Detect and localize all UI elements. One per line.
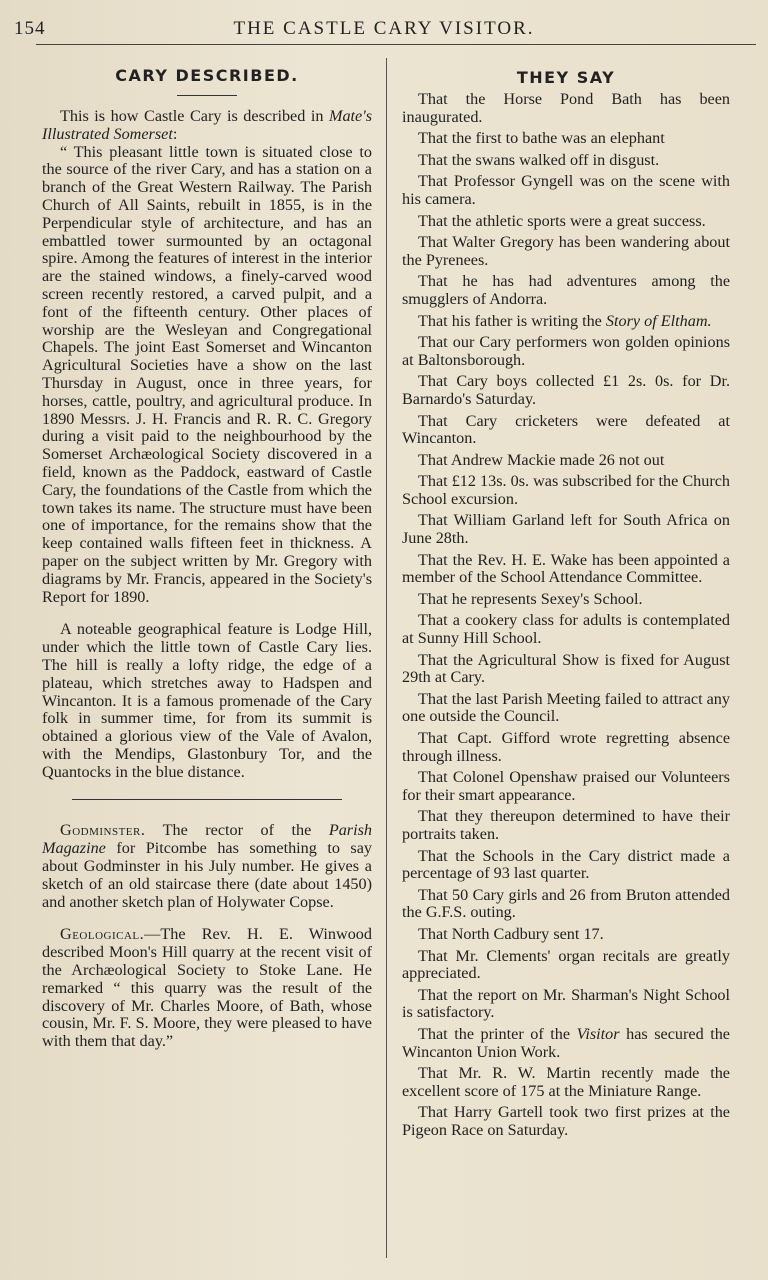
list-item: That £12 13s. 0s. was subscribed for the Church School excursion. <box>402 472 731 508</box>
column-divider <box>386 58 387 1258</box>
they-say-heading: THEY SAY <box>516 68 616 87</box>
section-rule <box>72 799 342 800</box>
list-item: That the report on Mr. Sharman's Night School is satisfactory. <box>402 985 730 1022</box>
list-item: That the swans walked off in disgust. <box>418 150 660 169</box>
intro-paragraph: This is how Castle Cary is described in Mate's Illustrated Somerset: <box>42 107 373 143</box>
description-paragraph-1: “ This pleasant little town is situated close to the source of the river Cary, and has a station on a branch of the Great Western Railway. The Parish Church of All Saints, rebuilt in 1855, is in the Perpendicular style of architecture, and has an embattled tower surmounted by an octagonal spire. Among the features of interest in the interior are the stained windows, a finely-carved wood screen recently restored, a carved pulpit, and a font of the fifteenth century. Other places of worship are the Wesleyan and Congregational Chapels. The joint East Somerset and Wincanton Agricultural Societies have a show on the last Thursday in August, once in three years, for horses, cattle, poultry, and agricultural produce. In 1890 Messrs. J. H. Francis and R. R. C. Gregory during a visit paid to the neighbourhood by the Somerset Archæological Society discovered in a field, known as the Paddock, eastward of Castle Cary, the foundations of the Castle from which the town takes its name. The structure must have been one of importance, for the remains show that the keep contained walls fifteen feet in thickness. A paper on the subject written by Mr. Gregory with diagrams by Mr. Francis, appeared in the Society's Report for 1890. <box>42 142 372 606</box>
page-header <box>14 16 754 40</box>
geological-paragraph: Geological.—The Rev. H. E. Winwood described Moon's Hill quarry at the recent visit of the Archæological Society to Stoke Lane. He remarked “ this quarry was the result of the discovery of Mr. Charles Moore, of Bath, whose cousin, Mr. F. S. Moore, they were pleased to have with them that day.” <box>42 925 372 1051</box>
page-number: 154 <box>14 18 46 39</box>
list-item: That they thereupon determined to have their portraits taken. <box>402 807 730 843</box>
list-item: That the first to bathe was an elephant <box>418 129 665 148</box>
header-rule <box>36 44 756 45</box>
book-title: Story of Eltham. <box>605 311 712 330</box>
heading-rule <box>177 95 237 96</box>
list-item: That Mr. R. W. Martin recently made the excellent score of 175 at the Miniature Range. <box>402 1064 730 1100</box>
description-paragraph-2: A noteable geographical feature is Lodge Hill, under which the little town of Castle Cary lies. The hill is really a lofty ridge, the edge of a plateau, which stretches away to Hadspen and Wincanton. It is a famous promenade of the Cary folk in summer time, for from its summit is obtained a glorious view of the Vale of Avalon, with the Mendips, Glastonbury Tor, and the Quantocks in the blue distance. <box>42 620 372 781</box>
list-item: That Cary cricketers were defeated at Wincanton. <box>402 411 730 448</box>
list-item: That the Agricultural Show is fixed for August 29th at Cary. <box>402 650 730 687</box>
list-item: That the Horse Pond Bath has been inaugurated. <box>402 90 730 126</box>
list-item: That 50 Cary girls and 26 from Bruton attended the G.F.S. outing. <box>402 885 730 922</box>
visitor-title: Visitor <box>576 1024 620 1043</box>
cary-described-heading: CARY DESCRIBED. <box>115 66 299 85</box>
list-item: That the Schools in the Cary district made a percentage of 93 last quarter. <box>402 846 730 883</box>
list-item: That North Cadbury sent 17. <box>418 924 604 943</box>
parish-magazine-title: Parish Magazine <box>42 821 373 858</box>
list-item: That the Rev. H. E. Wake has been appointed a member of the School Attendance Committee. <box>402 550 730 587</box>
list-item: That Walter Gregory has been wandering about the Pyrenees. <box>402 233 730 269</box>
left-column <box>42 60 372 1051</box>
list-item: That William Garland left for South Africa on June 28th. <box>402 511 730 548</box>
list-item: That his father is writing the Story of Eltham. <box>418 311 712 330</box>
geological-label: Geological. <box>60 925 145 944</box>
list-item: That he represents Sexey's School. <box>418 589 643 608</box>
list-item: That he has had adventures among the smugglers of Andorra. <box>402 272 730 308</box>
godminster-paragraph: Godminster. The rector of the Parish Magazine for Pitcombe has something to say about Godminster in his July number. He gives a sketch of an old staircase there (date about 1450) and another sketch plan of Holywater Copse. <box>42 821 373 911</box>
running-title: THE CASTLE CARY VISITOR. <box>233 18 535 39</box>
list-item: That Harry Gartell took two first prizes at the Pigeon Race on Saturday. <box>402 1103 730 1139</box>
list-item: That Capt. Gifford wrote regretting absence through illness. <box>402 729 730 765</box>
godminster-label: Godminster. <box>60 821 146 840</box>
list-item: That Professor Gyngell was on the scene with his camera. <box>402 172 730 208</box>
list-item: That the last Parish Meeting failed to attract any one outside the Council. <box>402 689 730 726</box>
list-item: That Cary boys collected £1 2s. 0s. for Dr. Barnardo's Saturday. <box>402 372 730 408</box>
book-title: Mate's Illustrated Somerset <box>42 107 373 143</box>
list-item: That our Cary performers won golden opinions at Baltonsborough. <box>402 333 730 369</box>
list-item: That Andrew Mackie made 26 not out <box>418 450 665 469</box>
list-item: That Mr. Clements' organ recitals are greatly appreciated. <box>402 946 730 983</box>
list-item: That the printer of the Visitor has secured the Wincanton Union Work. <box>402 1024 730 1061</box>
list-item: That the athletic sports were a great success. <box>418 211 706 230</box>
list-item: That Colonel Openshaw praised our Volunteers for their smart appearance. <box>402 768 730 804</box>
right-column <box>402 60 730 1143</box>
list-item: That a cookery class for adults is contemplated at Sunny Hill School. <box>402 611 730 648</box>
